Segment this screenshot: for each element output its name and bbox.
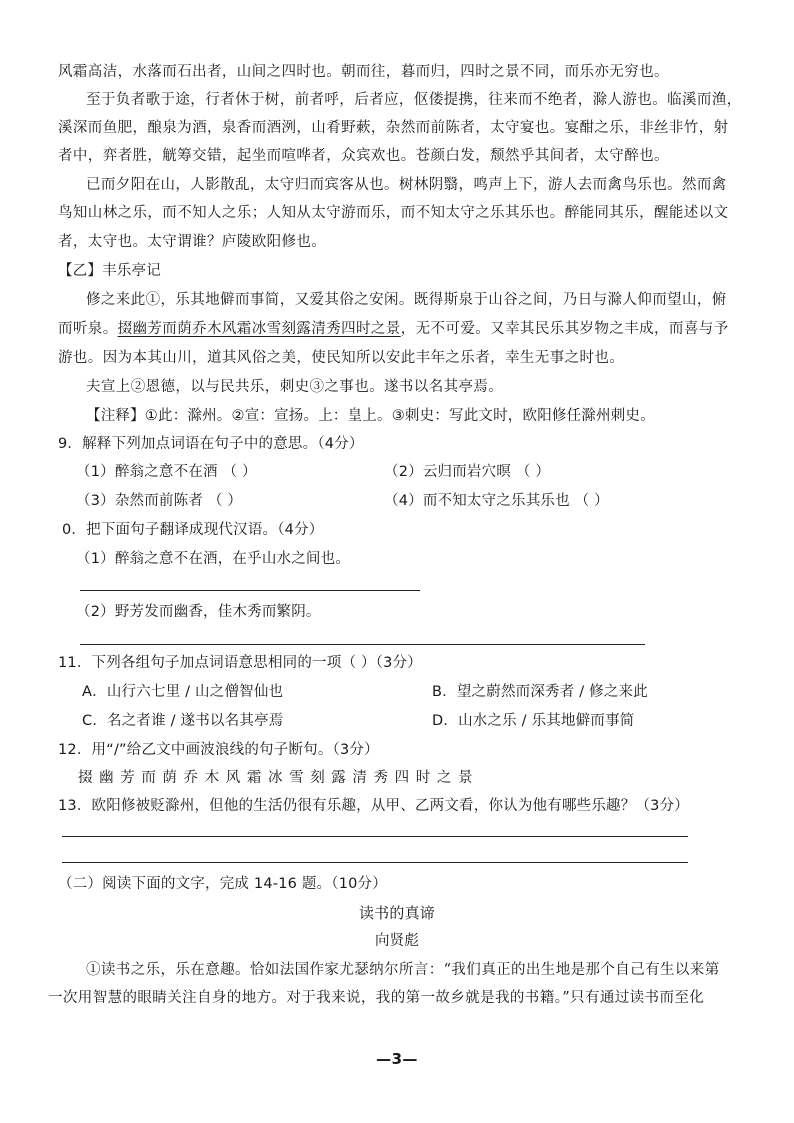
passage-a-line-5: 已而夕阳在山，人影散乱，太守归而宾客从也。树林阴翳，鸣声上下，游人去而禽鸟乐也。然而禽 <box>86 177 727 193</box>
section-2-heading: （二）阅读下面的文字，完成 14-16 题。（10分） <box>58 876 387 892</box>
q13-answer-line-2[interactable] <box>62 862 688 863</box>
q10-answer-line-1[interactable] <box>80 590 420 591</box>
passage-a-line-4: 者中，弈者胜，觥筹交错，起坐而喧哗者，众宾欢也。苍颜白发，颓然乎其间者，太守醉也。 <box>58 148 669 164</box>
passage-a-line-3: 溪深而鱼肥，酿泉为酒，泉香而酒洌，山肴野蔌，杂然而前陈者，太守宴也。宴酣之乐，非丝非竹，射 <box>58 120 729 136</box>
passage-a-line-7: 者，太守也。太守谓谁？庐陵欧阳修也。 <box>58 234 327 250</box>
q11-option-b: B．望之蔚然而深秀者 / 修之来此 <box>432 684 648 700</box>
article-line-2: 一次用智慧的眼睛关注自身的地方。对于我来说，我的第一故乡就是我的书籍。”只有通过读书而至化 <box>48 990 705 1006</box>
q9-item-3: （3）杂然而前陈者 （ ） <box>76 493 243 509</box>
wavy-underlined-sentence: 掇幽芳而荫乔木风霜冰雪刻露清秀四时之景 <box>117 321 401 337</box>
q10-stem: 0．把下面句子翻译成现代汉语。（4分） <box>62 522 324 538</box>
passage-a-line-1: 风霜高洁，水落而石出者，山间之四时也。朝而往，暮而归，四时之景不同，而乐亦无穷也。 <box>58 64 669 80</box>
q9-stem: 9．解释下列加点词语在句子中的意思。（4分） <box>58 436 364 452</box>
q10-sentence-2: （2）野芳发而幽香，佳木秀而繁阴。 <box>76 604 321 620</box>
passage-b-line-2-start: 而听泉。 <box>58 321 118 337</box>
passage-b-line-3: 游也。因为本其山川，道其风俗之美，使民知所以安此丰年之乐者，幸生无事之时也。 <box>58 350 625 366</box>
passage-a-line-6: 鸟知山林之乐，而不知人之乐；人知从太守游而乐，而不知太守之乐其乐也。醉能同其乐，醒能述以文 <box>58 205 729 221</box>
q9-item-4: （4）而不知太守之乐其乐也 （ ） <box>384 493 609 509</box>
q12-stem: 12．用“/”给乙文中画波浪线的句子断句。（3分） <box>58 742 379 758</box>
passage-a-line-2: 至于负者歌于途，行者休于树，前者呼，后者应，伛偻提携，往来而不绝者，滁人游也。临溪而渔， <box>86 92 742 108</box>
q11-option-c: C．名之者谁 / 遂书以名其亭焉 <box>82 713 284 729</box>
passage-b-line-4: 夫宣上②恩德，以与民共乐，刺史③之事也。遂书以名其亭焉。 <box>86 379 504 395</box>
article-line-1: ①读书之乐，乐在意趣。恰如法国作家尤瑟纳尔所言：“我们真正的出生地是那个自己有生以来第 <box>86 962 720 978</box>
article-author: 向贤彪 <box>374 933 420 949</box>
article-title: 读书的真谛 <box>358 904 435 922</box>
q12-sentence: 掇 幽 芳 而 荫 乔 木 风 霜 冰 雪 刻 露 清 秀 四 时 之 景 <box>78 770 474 786</box>
passage-b-line-1: 修之来此①，乐其地僻而事简，又爱其俗之安闲。既得斯泉于山谷之间，乃日与滁人仰而望山，俯 <box>86 292 727 308</box>
q9-item-2: （2）云归而岩穴暝 （ ） <box>384 464 551 480</box>
passage-b-line-2 <box>58 319 729 339</box>
page-number: —3— <box>376 1050 418 1068</box>
q10-sentence-1: （1）醉翁之意不在酒，在乎山水之间也。 <box>76 551 351 567</box>
q11-option-d: D．山水之乐 / 乐其地僻而事简 <box>432 713 635 729</box>
q11-option-a: A．山行六七里 / 山之僧智仙也 <box>82 684 284 700</box>
q11-stem: 11．下列各组句子加点词语意思相同的一项（ ）（3分） <box>58 655 422 671</box>
q13-stem: 13．欧阳修被贬滁州，但他的生活仍很有乐趣，从甲、乙两文看，你认为他有哪些乐趣？（3分） <box>58 798 689 814</box>
q9-item-1: （1）醉翁之意不在酒 （ ） <box>76 464 257 480</box>
passage-b-heading: 【乙】丰乐亭记 <box>58 263 161 279</box>
annotation-note: 【注释】①此：滁州。②宣：宣扬。上：皇上。③刺史：写此文时，欧阳修任滁州刺史。 <box>86 408 655 424</box>
q10-answer-line-2[interactable] <box>80 644 645 645</box>
passage-b-line-2-end: ，无不可爱。又幸其民乐其岁物之丰成，而喜与予 <box>400 321 729 337</box>
q13-answer-line-1[interactable] <box>62 836 688 837</box>
